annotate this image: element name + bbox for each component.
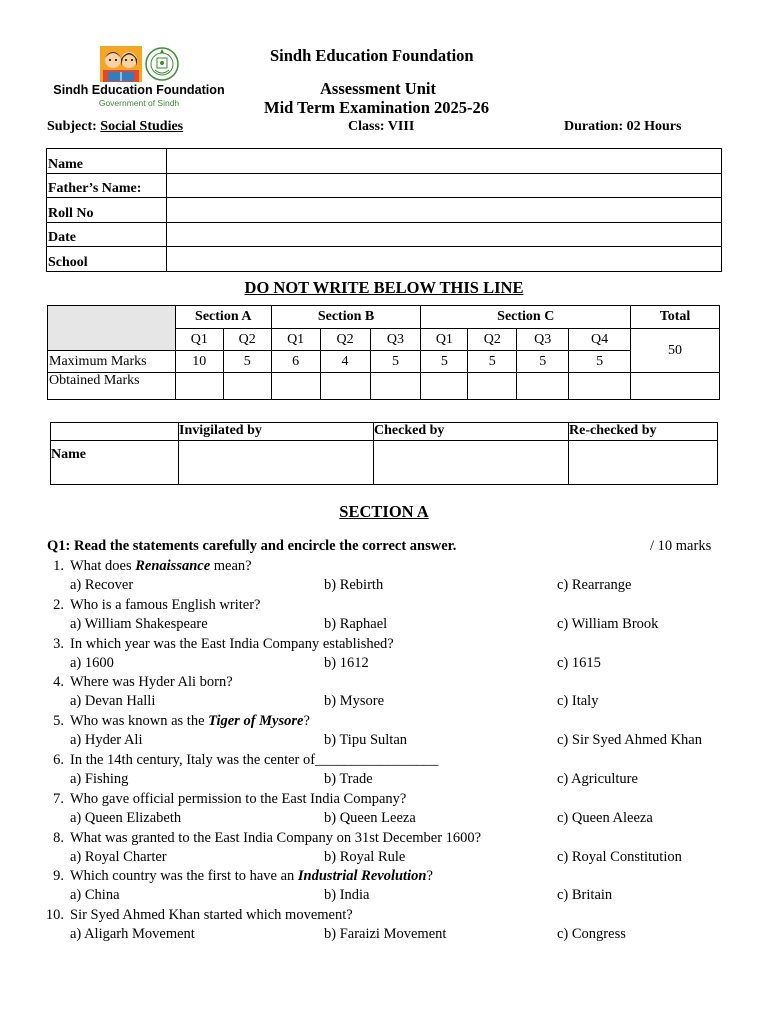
option-b[interactable]: b) Trade — [324, 771, 373, 787]
max-mark: 4 — [320, 351, 370, 373]
header-invigilated-by: Invigilated by — [179, 423, 374, 441]
info-field-date[interactable] — [167, 222, 722, 247]
obtained-mark-cell[interactable] — [271, 373, 320, 400]
info-label-date: Date — [47, 222, 167, 247]
max-mark: 10 — [175, 351, 223, 373]
header-section-b: Section B — [271, 306, 421, 329]
class-text: Class: VIII — [348, 119, 415, 134]
option-b[interactable]: b) Tipu Sultan — [324, 732, 407, 749]
max-mark: 5 — [468, 351, 517, 373]
max-mark: 5 — [421, 351, 468, 373]
question-text — [70, 597, 260, 614]
option-a[interactable]: a) Devan Halli — [70, 693, 156, 710]
option-c[interactable]: c) William Brook — [557, 615, 659, 632]
info-label-name: Name — [47, 149, 167, 174]
question-text — [70, 636, 394, 653]
info-label-school: School — [47, 247, 167, 272]
header-rechecked-by: Re-checked by — [569, 423, 718, 441]
max-mark: 5 — [517, 351, 569, 373]
invigilation-table — [50, 422, 718, 485]
logo-government-text: Government of Sindh — [98, 98, 180, 108]
q1-marks: / 10 marks — [650, 538, 712, 554]
question-emphasis: Tiger of Mysore — [208, 713, 304, 730]
info-field-school[interactable] — [167, 247, 722, 272]
subject-value: Social Studies — [100, 119, 184, 134]
option-a[interactable]: a) Fishing — [70, 771, 129, 787]
question-header: Q4 — [569, 329, 631, 351]
info-field-roll-no[interactable] — [167, 198, 722, 223]
marks-corner-cell — [48, 306, 176, 351]
header-total: Total — [631, 306, 720, 329]
sef-logo — [44, 44, 234, 108]
question-text-part: Who gave official permission to the East India Company? — [70, 790, 407, 807]
option-b[interactable]: b) 1612 — [324, 654, 369, 671]
obtained-mark-cell[interactable] — [421, 373, 468, 400]
invigilator-name-field[interactable] — [179, 441, 374, 485]
question-number: 6. — [53, 752, 64, 768]
option-a[interactable]: a) Queen Elizabeth — [70, 809, 182, 826]
option-a[interactable]: a) 1600 — [70, 654, 114, 671]
max-mark: 5 — [370, 351, 421, 373]
max-mark: 5 — [223, 351, 271, 373]
option-b[interactable]: b) Queen Leeza — [324, 809, 416, 826]
question-text — [70, 752, 438, 769]
obtained-mark-cell[interactable] — [223, 373, 271, 400]
question-number: 9. — [53, 868, 64, 885]
option-b[interactable]: b) India — [324, 887, 370, 904]
question-header: Q1 — [271, 329, 320, 351]
question-text — [70, 868, 433, 885]
question-text-part: What was granted to the East India Company on 31st December 1600? — [70, 829, 482, 846]
children-reading-icon — [100, 46, 142, 82]
option-b[interactable]: b) Mysore — [324, 693, 385, 710]
obtained-mark-cell[interactable] — [320, 373, 370, 400]
assessment-unit: Assessment Unit — [320, 79, 436, 98]
q1-instruction: Q1: Read the statements carefully and encircle the correct answer. — [47, 538, 457, 554]
info-field-name[interactable] — [167, 149, 722, 174]
question-text-part: mean? — [210, 558, 252, 574]
question-number: 3. — [53, 635, 64, 652]
obtained-mark-cell[interactable] — [517, 373, 569, 400]
question-text — [70, 791, 406, 808]
question-number: 4. — [53, 674, 64, 691]
question-text-part: Where was Hyder Ali born? — [70, 674, 233, 691]
question-header: Q1 — [175, 329, 223, 351]
option-a[interactable]: a) China — [70, 887, 120, 904]
option-c[interactable]: c) Rearrange — [557, 577, 632, 593]
question-text-part: Who was known as the — [70, 713, 209, 730]
question-number: 10. — [45, 907, 64, 924]
do-not-write-notice: DO NOT WRITE BELOW THIS LINE — [244, 278, 524, 297]
question-text — [70, 830, 481, 847]
question-text-part: Who is a famous English writer? — [70, 596, 261, 613]
question-number: 1. — [53, 558, 64, 574]
checker-name-field[interactable] — [374, 441, 569, 485]
info-label-father-name: Father’s Name: — [47, 173, 167, 198]
question-text-part: Sir Syed Ahmed Khan started which movement? — [70, 907, 353, 924]
option-b[interactable]: b) Raphael — [324, 615, 388, 632]
marks-table — [47, 305, 720, 400]
option-a[interactable]: a) Recover — [70, 577, 134, 593]
question-text-part: ? — [426, 868, 433, 885]
subject-label: Subject: — [47, 119, 97, 134]
obtained-mark-cell[interactable] — [569, 373, 631, 400]
subject-line — [47, 119, 183, 135]
option-c[interactable]: c) Royal Constitution — [557, 848, 682, 865]
question-text-part: ? — [303, 713, 310, 730]
header-checked-by: Checked by — [374, 423, 569, 441]
max-marks-label: Maximum Marks — [48, 351, 176, 373]
question-number: 7. — [53, 790, 64, 807]
question-number: 2. — [53, 596, 64, 613]
question-emphasis: Industrial Revolution — [297, 868, 427, 885]
duration-text: Duration: 02 Hours — [564, 119, 682, 134]
obtained-marks-label: Obtained Marks — [48, 373, 176, 400]
question-text-part: Which country was the first to have an — [70, 868, 298, 885]
option-a[interactable]: a) Royal Charter — [70, 848, 167, 865]
option-a[interactable]: a) William Shakespeare — [70, 615, 208, 632]
question-text-part: What does — [70, 558, 136, 574]
max-mark: 5 — [569, 351, 631, 373]
header-section-c: Section C — [421, 306, 631, 329]
total-marks: 50 — [631, 329, 720, 373]
header-section-a: Section A — [175, 306, 271, 329]
option-c[interactable]: c) Agriculture — [557, 771, 638, 787]
option-a[interactable]: a) Aligarh Movement — [70, 926, 195, 943]
rechecker-name-field[interactable] — [569, 441, 718, 485]
info-label-roll-no: Roll No — [47, 198, 167, 223]
question-text — [70, 907, 353, 924]
option-c[interactable]: c) 1615 — [557, 654, 601, 671]
question-header: Q3 — [517, 329, 569, 351]
option-c[interactable]: c) Sir Syed Ahmed Khan — [557, 732, 702, 749]
obtained-mark-cell[interactable] — [468, 373, 517, 400]
page-title: Sindh Education Foundation — [270, 46, 474, 65]
option-b[interactable]: b) Faraizi Movement — [324, 926, 447, 943]
option-b[interactable]: b) Rebirth — [324, 577, 384, 593]
question-header: Q2 — [468, 329, 517, 351]
question-text — [70, 674, 233, 691]
invigilation-corner-cell — [51, 423, 179, 441]
question-header: Q2 — [320, 329, 370, 351]
obtained-mark-cell[interactable] — [370, 373, 421, 400]
option-c[interactable]: c) Britain — [557, 887, 613, 904]
question-text — [70, 558, 252, 575]
max-mark: 6 — [271, 351, 320, 373]
question-number: 5. — [53, 713, 64, 730]
question-text-part: In the 14th century, Italy was the center of_________________ — [70, 752, 439, 768]
question-text — [70, 713, 310, 730]
question-number: 8. — [53, 829, 64, 846]
option-a[interactable]: a) Hyder Ali — [70, 732, 143, 749]
question-emphasis: Renaissance — [135, 558, 211, 574]
section-a-title: SECTION A — [339, 502, 429, 521]
invigilation-name-label: Name — [51, 441, 179, 485]
government-seal-icon — [144, 46, 180, 82]
option-c[interactable]: c) Queen Aleeza — [557, 809, 653, 826]
question-text-part: In which year was the East India Company established? — [70, 635, 394, 652]
obtained-mark-cell[interactable] — [175, 373, 223, 400]
option-c[interactable]: c) Italy — [557, 693, 599, 710]
question-header: Q1 — [421, 329, 468, 351]
obtained-total-cell[interactable] — [631, 373, 720, 400]
logo-org-name: Sindh Education Foundation — [53, 83, 225, 97]
info-field-father-name[interactable] — [167, 173, 722, 198]
question-header: Q3 — [370, 329, 421, 351]
question-header: Q2 — [223, 329, 271, 351]
student-info-table — [46, 148, 722, 272]
option-b[interactable]: b) Royal Rule — [324, 848, 406, 865]
exam-title: Mid Term Examination 2025-26 — [264, 98, 490, 117]
option-c[interactable]: c) Congress — [557, 926, 626, 943]
